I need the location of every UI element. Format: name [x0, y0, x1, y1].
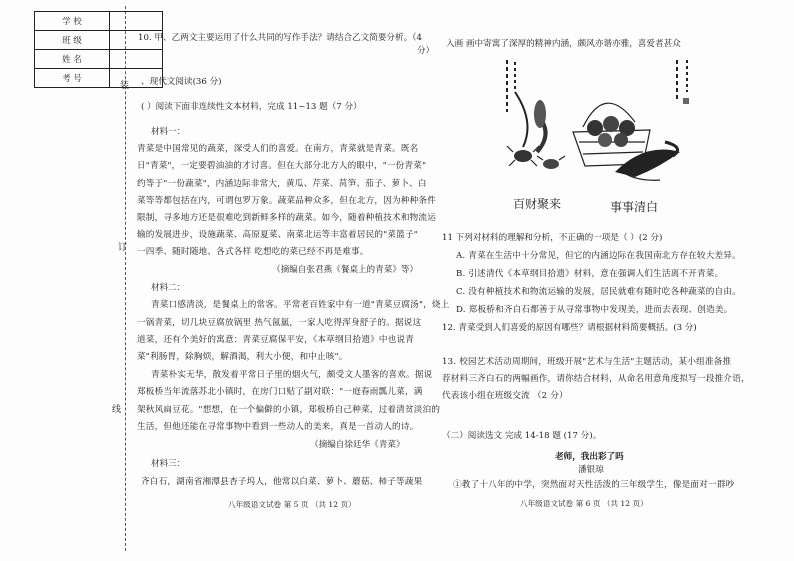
page-footer-right: 八年级语文试卷 第 6 页 （共 12 页）	[520, 499, 648, 508]
material-2-label: 材料二：	[151, 283, 186, 293]
material-2-line: 架秋风扁豆花。"想想，在一个偏僻的小镇，郑板桥自己种菜，过着清贫淡泊的	[137, 405, 441, 415]
story-title: 老师，我出彩了吗	[555, 452, 624, 462]
story-first-line: ①教了十八年的中学，突然面对天性活泼的三年级学生，像是面对一群吵	[453, 480, 735, 490]
binding-mark-zhuang: 装	[120, 81, 130, 91]
painting-caption-2: 事事清白	[610, 200, 659, 214]
sub-section-title: ( ）阅读下面非连续性文本材料，完成 11~13 题（7 分）	[141, 102, 362, 112]
material-1-line: 青菜是中国常见的蔬菜，深受人们的喜爱。在南方，青菜就是青菜。既名	[137, 144, 419, 154]
painting-cabbage	[615, 142, 680, 180]
question-11-option-c: C. 没有种植技术和物流运输的发展，居民就难有随时吃各种蔬菜的自由。	[456, 287, 741, 297]
material-3-label: 材料三：	[151, 459, 186, 469]
question-13-line: 荐材料三齐白石的两幅画作，请你结合材料，从命名用意角度拟写一段推介语，	[442, 374, 750, 384]
question-13-line: 代表该小组在班级交流 （2 分）	[442, 391, 568, 401]
material-2-line: 青菜朴实无华，散发着平常日子里的烟火气，颇受文人墨客的喜欢。据说	[151, 370, 433, 380]
question-12: 12. 青菜受到人们喜爱的原因有哪些？请根据材料简要概括。(3 分)	[442, 323, 697, 333]
name-label: 姓 名	[35, 50, 110, 69]
question-11-option-d: D. 郑板桥和齐白石都善于从寻常事物中发现美，进而去表现、创造美。	[456, 305, 733, 315]
story-author: 潘银琼	[578, 465, 604, 475]
material-1-source: （摘编自张君燕《餐桌上的青菜》等）	[272, 265, 419, 275]
question-11-option-a: A. 青菜在生活中十分常见，但它的内涵边际在我国南北方存在较大差异。	[456, 251, 741, 261]
painting-crabs	[507, 146, 565, 169]
section-2-title: （二）阅读选文 完成 14-18 题 (17 分)。	[442, 431, 602, 441]
question-11-option-b: B. 引述清代《本草纲目拾遗》材料，意在强调人们生活离不开青菜。	[456, 269, 724, 279]
page-footer-left: 八年级语文试卷 第 5 页 （共 12 页）	[228, 500, 356, 509]
name-cell[interactable]	[110, 50, 163, 69]
section-title: 、现代文阅读(36 分)	[141, 77, 222, 87]
material-2-line: 青菜口感清淡，是餐桌上的常客。平常老百姓家中有一道"青菜豆腐汤"，烧上	[151, 300, 450, 310]
binding-mark-xian: 线	[112, 405, 122, 415]
material-1-line: 输的发展进步，设施蔬菜、高原夏菜、南菜北运等丰富着居民的"菜篮子"	[137, 230, 418, 240]
painting-leaves-left	[515, 92, 546, 152]
school-label: 学 校	[35, 12, 110, 31]
material-2-line: 菜"利肠胃，除胸烦，解酒渴，利大小便，和中止咳"。	[137, 352, 348, 362]
painting-calligraphy	[507, 60, 689, 112]
material-2-line: 生活，但他还能在寻常事物中看到一些动人的美来，真是一首动人的诗。	[137, 422, 419, 432]
school-cell[interactable]	[110, 12, 163, 31]
material-1-line: 菜等等都包括在内，可谓包罗万象。蔬菜品种众多，但在北方，因为种种条件	[137, 196, 436, 206]
number-label: 考 号	[35, 69, 110, 88]
material-1-line: 限制，寻多地方还是很难吃到新鲜多样的蔬菜。如今，随着种植技术和物流运	[137, 213, 436, 223]
material-1-label: 材料一：	[151, 127, 186, 137]
material-2-source: （摘编自徐廷华《青菜》	[310, 440, 405, 450]
question-11: 11 下列对材料的理解和分析，不正确的一项是（ ）(2 分)	[442, 233, 663, 243]
material-2-line: 郑板桥当年流落苏北小镇时，在房门口贴了副对联："一庭春雨瓢儿菜，满	[137, 387, 423, 397]
question-10: 10. 甲、乙两文主要运用了什么共同的写作手法？请结合乙文简要分析。（4	[138, 33, 422, 43]
material-2-line: 一锅青菜，切几块豆腐放锅里 热气氤氲，一家人吃得浑身舒子的。据说这	[137, 318, 422, 328]
material-2-line: 道菜，还有个美好的寓意：青菜豆腐保平安，《本草纲目拾遗》中也说青	[137, 335, 415, 345]
binding-mark-ding: 订	[118, 243, 128, 253]
question-13-line: 13. 校园艺术活动周期间，班级开展"艺术与生活"主题活动，某小组准备推	[442, 357, 732, 367]
material-3-intro: 入画 画中寄寓了深厚的精神内涵，颇风亦谐亦雅，喜爱者甚众	[446, 39, 681, 49]
material-3-line: 齐白石，湖南省湘潭县杏子坞人，他常以白菜、萝卜、蘑菇、柿子等蔬果	[141, 477, 423, 487]
material-1-line: 日"青菜"，一定要碧油油的才讨喜。但在大部分北方人的眼中，"一份青菜"	[137, 161, 427, 171]
question-10-score: 分）	[417, 46, 435, 56]
class-label: 班 级	[35, 31, 110, 50]
material-1-line: 一四季、随时随地、各式各样 吃想吃的菜已经不再是难事。	[137, 247, 369, 257]
material-1-line: 约等于"一份蔬菜"，内涵边际非常大，黄瓜、芹菜、莴笋、茄子、萝卜、白	[137, 179, 427, 189]
qibaishi-paintings	[495, 52, 715, 212]
painting-caption-1: 百财聚来	[513, 197, 562, 211]
